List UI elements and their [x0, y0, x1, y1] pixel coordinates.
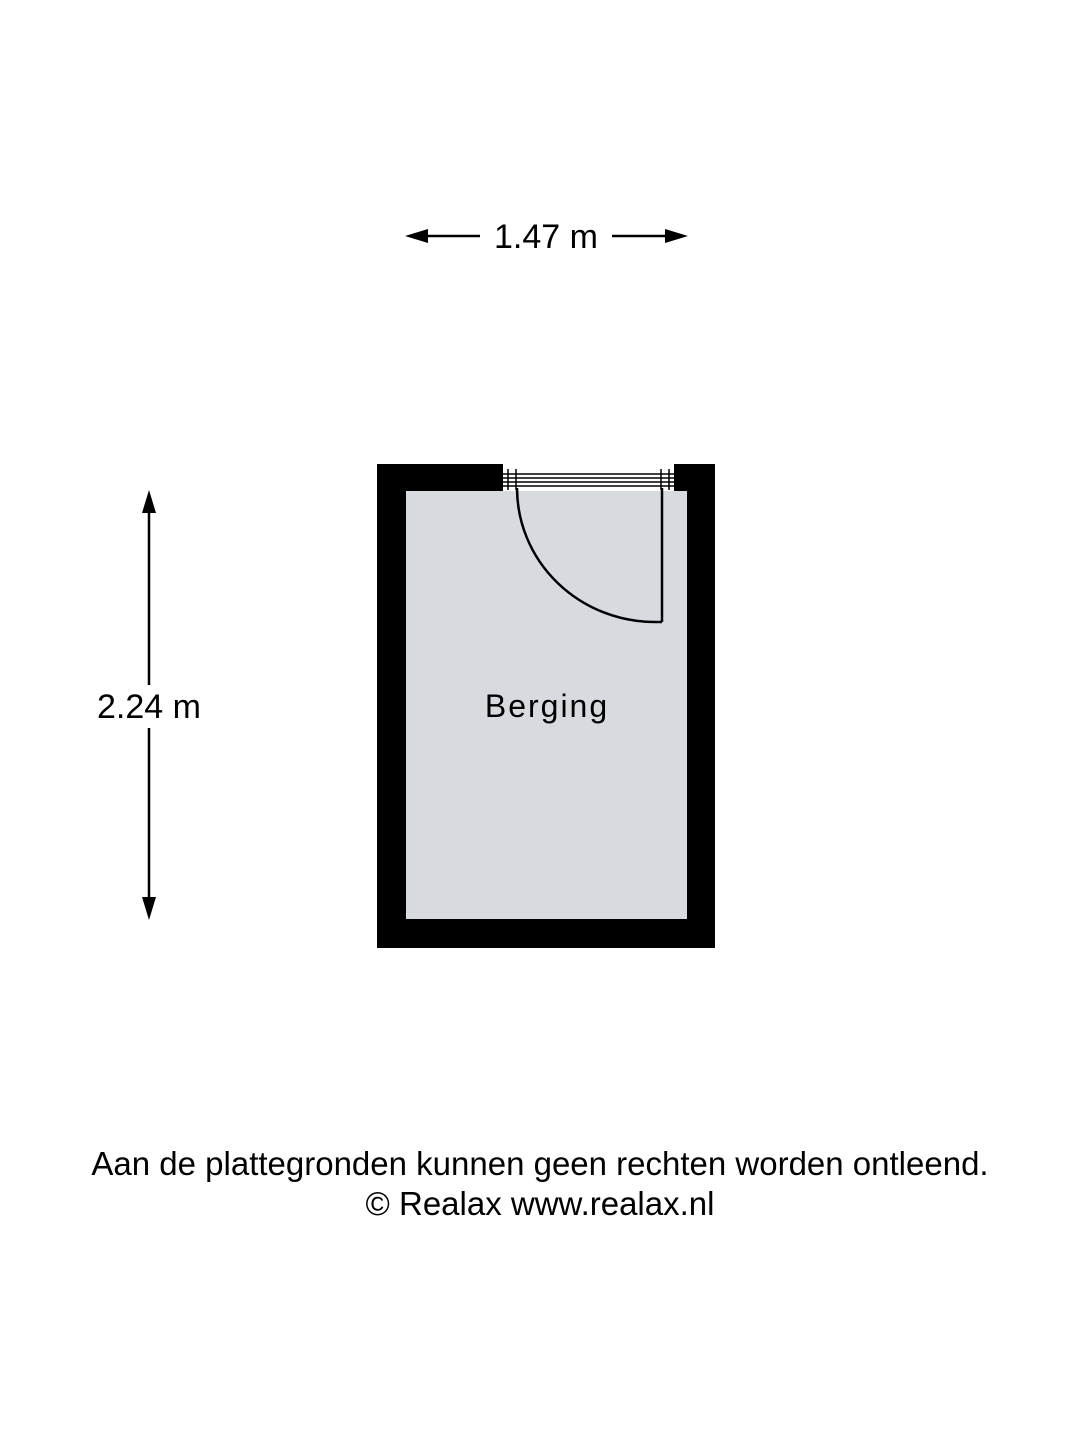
- width-label: 1.47 m: [494, 218, 598, 256]
- copyright-text: © Realax www.realax.nl: [365, 1185, 715, 1222]
- width-arrow-right-icon: [665, 229, 688, 243]
- height-arrow-up-icon: [142, 490, 156, 513]
- width-arrow-left-icon: [405, 229, 428, 243]
- width-dimension: [405, 218, 688, 256]
- room-label: Berging: [484, 688, 610, 724]
- height-dimension: [97, 490, 201, 920]
- room-berging: [377, 464, 715, 948]
- height-label: 2.24 m: [97, 688, 201, 726]
- disclaimer-text: Aan de plattegronden kunnen geen rechten worden ontleend.: [91, 1145, 989, 1182]
- height-arrow-down-icon: [142, 897, 156, 920]
